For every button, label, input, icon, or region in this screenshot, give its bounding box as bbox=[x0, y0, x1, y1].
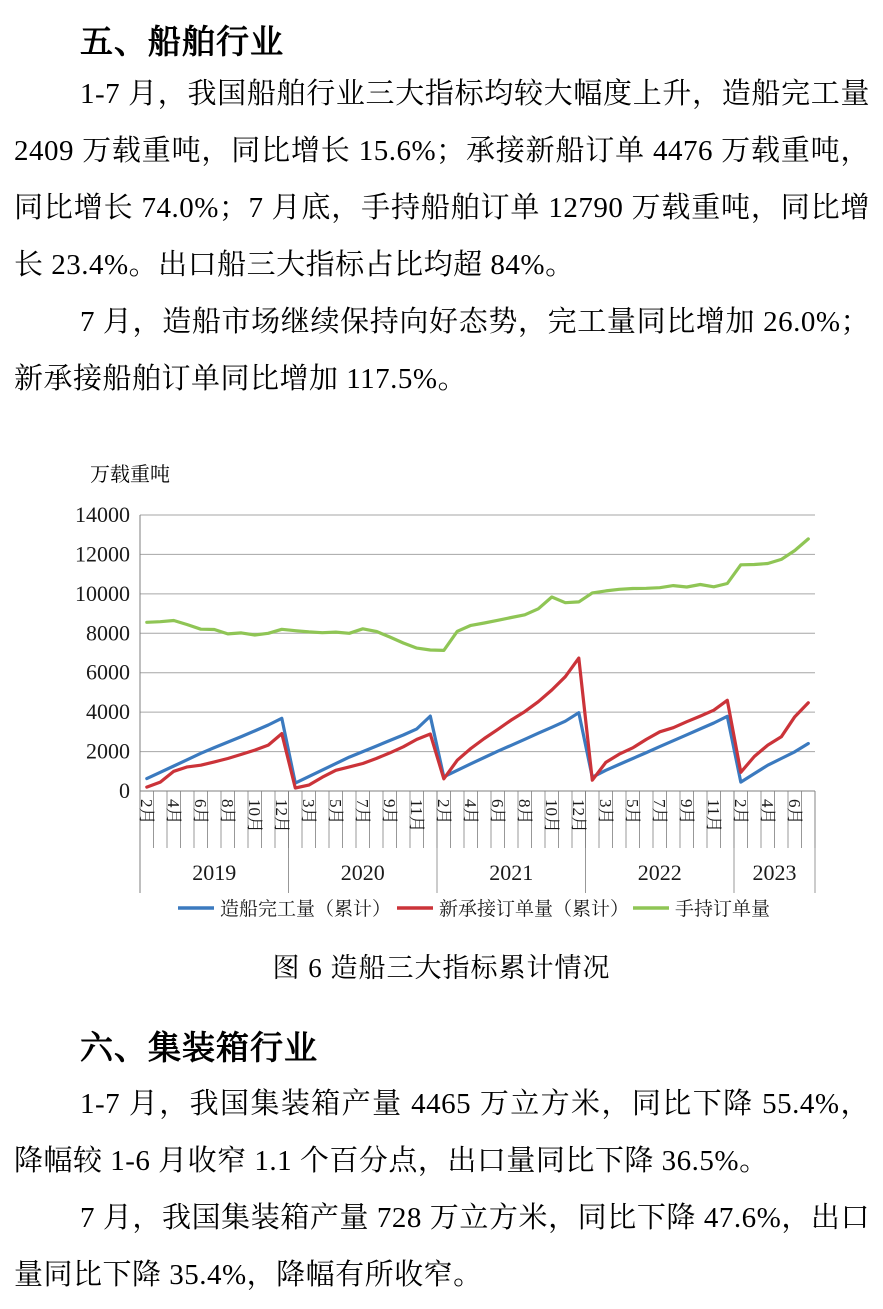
month-label: 3月 bbox=[298, 799, 318, 825]
month-label: 6月 bbox=[784, 799, 804, 825]
month-label: 2月 bbox=[730, 799, 750, 825]
year-label: 2021 bbox=[489, 860, 534, 885]
container-paragraph-2: 7 月，我国集装箱产量 728 万立方米，同比下降 47.6%，出口量同比下降 35.4%，降幅有所收窄。 bbox=[14, 1202, 870, 1291]
month-label: 12月 bbox=[271, 799, 291, 833]
completions-line bbox=[147, 713, 809, 783]
year-label: 2022 bbox=[637, 860, 682, 885]
new-orders-line bbox=[147, 658, 809, 788]
ship-paragraph-1: 1-7 月，我国船舶行业三大指标均较大幅度上升，造船完工量 2409 万载重吨，同比增长 15.6%；承接新船订单 4476 万载重吨，同比增长 74.0%；7 月底，手持船舶订单 12790 万载重吨，同比增长 23.4%。出口船三大指标占比均超 84%。 bbox=[14, 78, 870, 281]
month-label: 3月 bbox=[595, 799, 615, 825]
y-tick-label: 8000 bbox=[86, 620, 130, 646]
month-label: 10月 bbox=[541, 799, 561, 833]
y-tick-label: 10000 bbox=[75, 580, 130, 606]
month-label: 2月 bbox=[136, 799, 156, 825]
y-tick-label: 6000 bbox=[86, 659, 130, 685]
legend-label-completions: 造船完工量（累计） bbox=[220, 899, 392, 920]
legend-label-backlog: 手持订单量 bbox=[675, 899, 771, 920]
ship-section-text bbox=[14, 66, 870, 408]
month-label: 8月 bbox=[514, 799, 534, 825]
month-label: 2月 bbox=[433, 799, 453, 825]
month-label: 11月 bbox=[703, 799, 723, 833]
month-label: 4月 bbox=[460, 799, 480, 825]
month-label: 12月 bbox=[568, 799, 588, 833]
y-axis-unit-label: 万载重吨 bbox=[90, 464, 170, 486]
year-label: 2023 bbox=[752, 860, 797, 885]
month-label: 4月 bbox=[163, 799, 183, 825]
shipbuilding-indicators-chart bbox=[60, 452, 880, 942]
month-label: 6月 bbox=[487, 799, 507, 825]
month-label: 4月 bbox=[757, 799, 777, 825]
month-label: 10月 bbox=[244, 799, 264, 833]
month-label: 7月 bbox=[352, 799, 372, 825]
month-label: 9月 bbox=[676, 799, 696, 825]
y-tick-label: 14000 bbox=[75, 502, 130, 527]
y-tick-label: 2000 bbox=[86, 738, 130, 764]
figure-caption: 图 6 造船三大指标累计情况 bbox=[272, 953, 611, 983]
month-label: 11月 bbox=[406, 799, 426, 833]
year-label: 2020 bbox=[340, 860, 385, 885]
month-label: 5月 bbox=[325, 799, 345, 825]
month-label: 9月 bbox=[379, 799, 399, 825]
legend-label-new-orders: 新承接订单量（累计） bbox=[439, 899, 630, 920]
month-label: 7月 bbox=[649, 799, 669, 825]
container-paragraph-1: 1-7 月，我国集装箱产量 4465 万立方米，同比下降 55.4%，降幅较 1-6 月收窄 1.1 个百分点，出口量同比下降 36.5%。 bbox=[14, 1088, 870, 1177]
ship-paragraph-2: 7 月，造船市场继续保持向好态势，完工量同比增加 26.0%；新承接船舶订单同比增加 117.5%。 bbox=[14, 306, 870, 395]
year-label: 2019 bbox=[192, 860, 237, 885]
month-label: 5月 bbox=[622, 799, 642, 825]
chart-canvas bbox=[60, 452, 880, 942]
ship-section-heading: 五、船舶行业 bbox=[80, 23, 284, 60]
y-tick-label: 4000 bbox=[86, 699, 130, 725]
month-label: 8月 bbox=[217, 799, 237, 825]
container-section-text bbox=[14, 1076, 870, 1304]
y-tick-label: 0 bbox=[119, 778, 130, 803]
container-section-heading: 六、集装箱行业 bbox=[80, 1029, 318, 1066]
y-tick-label: 12000 bbox=[75, 541, 130, 567]
month-label: 6月 bbox=[190, 799, 210, 825]
